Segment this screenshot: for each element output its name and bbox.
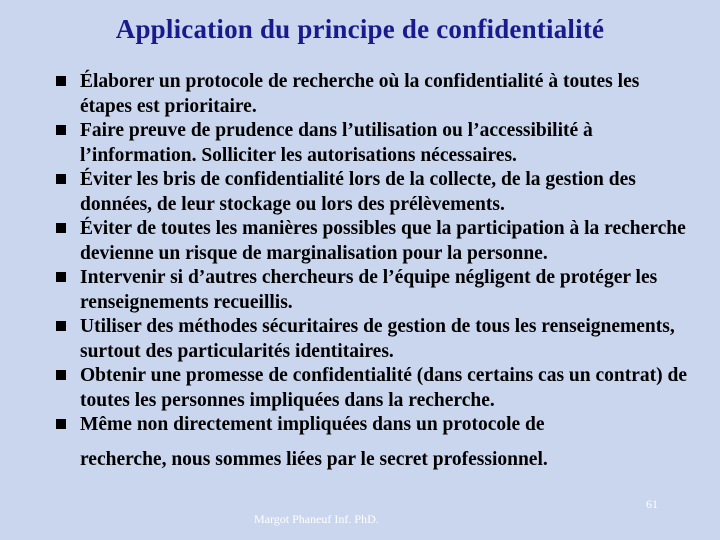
square-bullet-icon	[56, 223, 66, 233]
bullet-item	[56, 119, 696, 168]
bullet-item	[56, 70, 696, 119]
bullet-item	[56, 168, 696, 217]
square-bullet-icon	[56, 321, 66, 331]
square-bullet-icon	[56, 174, 66, 184]
bullet-text: Faire preuve de prudence dans l’utilisation ou l’accessibilité à l’information. Solliciter les autorisations nécessaires.	[80, 120, 593, 166]
bullet-item	[56, 364, 696, 413]
bullet-item	[56, 266, 696, 315]
square-bullet-icon	[56, 370, 66, 380]
bullet-text: Élaborer un protocole de recherche où la confidentialité à toutes les étapes est prioritaire.	[80, 71, 640, 117]
bullet-item	[56, 413, 696, 472]
square-bullet-icon	[56, 76, 66, 86]
bullet-item	[56, 315, 696, 364]
bullet-text: Éviter de toutes les manières possibles que la participation à la recherche devienne un risque de marginalisation pour la personne.	[80, 218, 686, 264]
bullet-text: Obtenir une promesse de confidentialité (dans certains cas un contrat) de toutes les personnes impliquées dans la recherche.	[80, 365, 688, 411]
square-bullet-icon	[56, 419, 66, 429]
footer-author: Margot Phaneuf Inf. PhD.	[254, 512, 379, 526]
bullet-text: Même non directement impliquées dans un protocole de	[80, 414, 545, 435]
square-bullet-icon	[56, 272, 66, 282]
bullet-text: Éviter les bris de confidentialité lors de la collecte, de la gestion des données, de leur stockage ou lors des prélèvements.	[80, 169, 636, 215]
page-number: 61	[646, 497, 658, 511]
bullet-text-continuation: recherche, nous sommes liées par le secret professionnel.	[80, 448, 548, 470]
bullet-list	[56, 70, 696, 472]
slide-title: Application du principe de confidentialité	[115, 14, 605, 44]
bullet-text: Intervenir si d’autres chercheurs de l’équipe négligent de protéger les renseignements recueillis.	[80, 267, 658, 313]
square-bullet-icon	[56, 125, 66, 135]
bullet-text: Utiliser des méthodes sécuritaires de gestion de tous les renseignements, surtout des particularités identitaires.	[80, 316, 675, 362]
bullet-item	[56, 217, 696, 266]
